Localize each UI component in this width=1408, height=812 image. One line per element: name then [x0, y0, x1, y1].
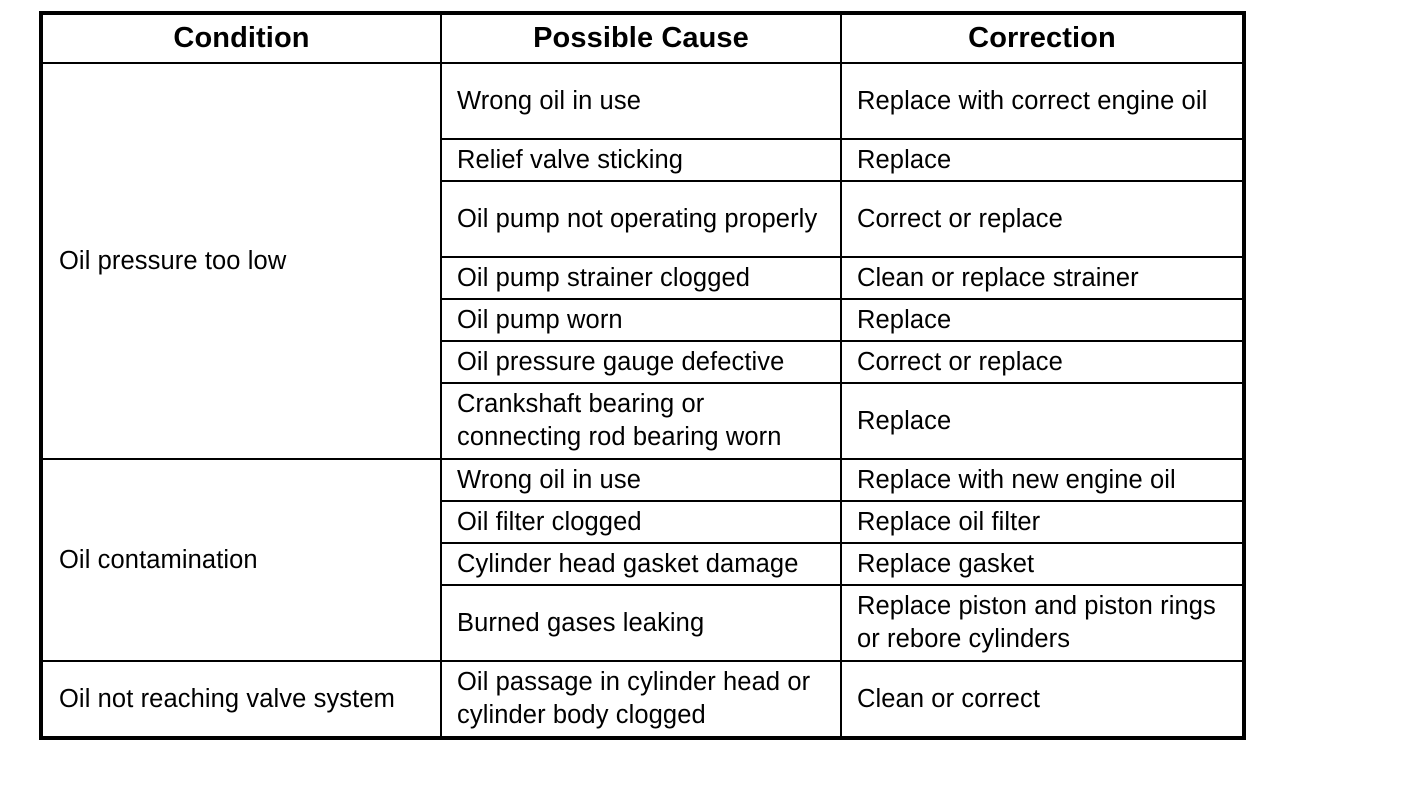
correction-cell: Replace with correct engine oil — [841, 63, 1244, 139]
cause-cell: Wrong oil in use — [441, 459, 841, 501]
correction-cell: Replace gasket — [841, 543, 1244, 585]
cause-cell: Burned gases leaking — [441, 585, 841, 661]
header-possible-cause: Possible Cause — [441, 13, 841, 63]
table-row — [41, 661, 1244, 738]
cause-cell: Oil pump worn — [441, 299, 841, 341]
cause-cell: Oil pump strainer clogged — [441, 257, 841, 299]
header-correction: Correction — [841, 13, 1244, 63]
correction-cell: Replace oil filter — [841, 501, 1244, 543]
cause-cell: Relief valve sticking — [441, 139, 841, 181]
header-row — [41, 13, 1244, 63]
correction-cell: Replace piston and piston rings or rebore cylinders — [841, 585, 1244, 661]
header-condition: Condition — [41, 13, 441, 63]
correction-cell: Correct or replace — [841, 341, 1244, 383]
correction-cell: Replace with new engine oil — [841, 459, 1244, 501]
correction-cell: Correct or replace — [841, 181, 1244, 257]
cause-cell: Crankshaft bearing or connecting rod bearing worn — [441, 383, 841, 459]
cause-cell: Oil pump not operating properly — [441, 181, 841, 257]
cause-cell: Oil filter clogged — [441, 501, 841, 543]
correction-cell: Clean or correct — [841, 661, 1244, 738]
condition-cell: Oil pressure too low — [41, 63, 441, 459]
condition-cell: Oil not reaching valve system — [41, 661, 441, 738]
cause-cell: Wrong oil in use — [441, 63, 841, 139]
table-row — [41, 63, 1244, 139]
cause-cell: Oil pressure gauge defective — [441, 341, 841, 383]
correction-cell: Replace — [841, 139, 1244, 181]
correction-cell: Replace — [841, 299, 1244, 341]
correction-cell: Clean or replace strainer — [841, 257, 1244, 299]
condition-cell: Oil contamination — [41, 459, 441, 661]
cause-cell: Oil passage in cylinder head or cylinder body clogged — [441, 661, 841, 738]
table-row — [41, 459, 1244, 501]
cause-cell: Cylinder head gasket damage — [441, 543, 841, 585]
correction-cell: Replace — [841, 383, 1244, 459]
troubleshooting-table — [39, 11, 1246, 740]
